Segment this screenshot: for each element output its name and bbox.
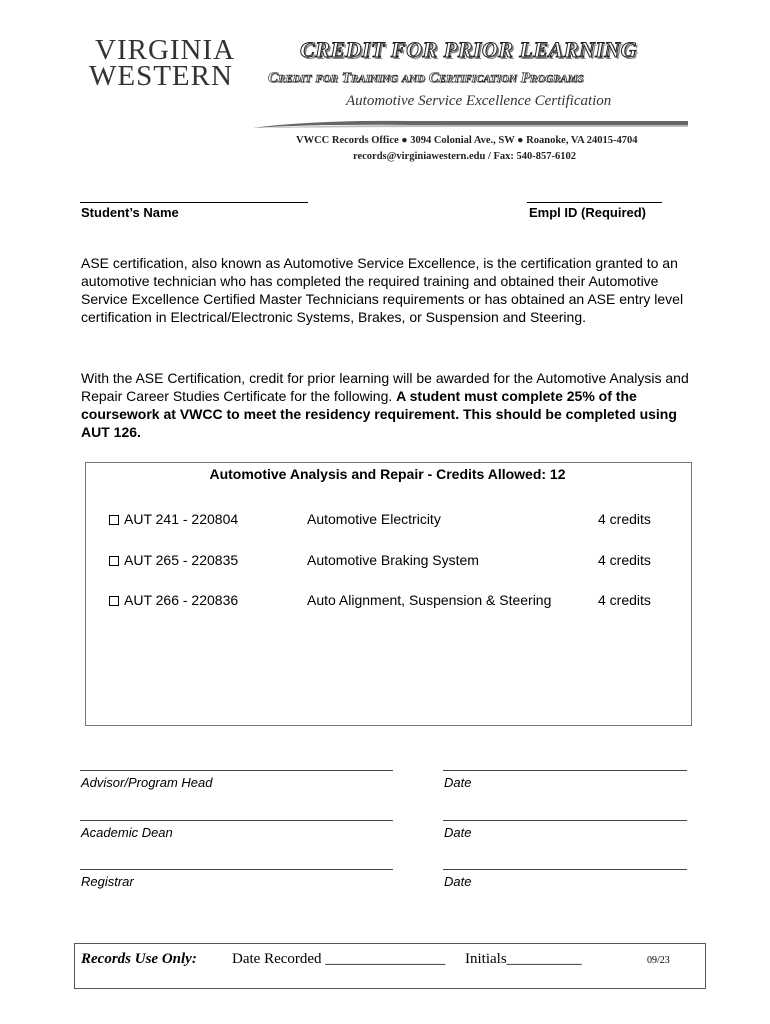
course-checkbox[interactable] — [109, 556, 119, 566]
course-checkbox[interactable] — [109, 596, 119, 606]
course-row[interactable] — [109, 511, 238, 527]
advisor-date-line[interactable] — [443, 770, 687, 771]
course-name: Automotive Braking System — [307, 552, 479, 568]
course-credits: 4 credits — [598, 511, 651, 527]
form-subtitle: Credit for Training and Certification Programs — [268, 70, 584, 86]
course-name: Auto Alignment, Suspension & Steering — [307, 592, 552, 608]
registrar-signature-line[interactable] — [80, 869, 393, 870]
course-name: Automotive Electricity — [307, 511, 441, 527]
records-contact: records@virginiawestern.edu / Fax: 540-857-6102 — [353, 151, 577, 162]
emplid-line[interactable] — [527, 202, 662, 203]
course-code: AUT 266 - 220836 — [124, 592, 239, 608]
date-recorded-field[interactable]: Date Recorded ________________ — [232, 951, 446, 967]
credits-box-title: Automotive Analysis and Repair - Credits Allowed: 12 — [209, 466, 566, 482]
records-use-label: Records Use Only: — [81, 951, 197, 967]
course-code: AUT 265 - 220835 — [124, 552, 239, 568]
advisor-signature-line[interactable] — [80, 770, 393, 771]
header-swoosh — [252, 118, 688, 132]
records-office-address: VWCC Records Office ● 3094 Colonial Ave., SW ● Roanoke, VA 24015-4704 — [296, 135, 638, 146]
residency-requirement: A student must complete 25% of the coursework at VWCC to meet the residency requirement. This should be completed using AUT 126. — [81, 388, 677, 440]
swoosh-highlight — [254, 125, 688, 128]
date-label: Date — [444, 874, 472, 889]
initials-field[interactable]: Initials__________ — [465, 951, 582, 967]
logo-western: WESTERN — [89, 60, 233, 92]
date-label: Date — [444, 775, 472, 790]
course-checkbox[interactable] — [109, 515, 119, 525]
dean-signature-line[interactable] — [80, 820, 393, 821]
emplid-label: Empl ID (Required) — [529, 205, 647, 220]
residency-text: With the ASE Certification, credit for prior learning will be awarded for the Automotive Analysis and Repair Career Studies Certificate for the following. — [81, 370, 689, 404]
residency-paragraph — [81, 369, 693, 441]
student-name-line[interactable] — [80, 202, 308, 203]
registrar-label: Registrar — [81, 874, 134, 889]
dean-label: Academic Dean — [81, 825, 173, 840]
advisor-label: Advisor/Program Head — [81, 775, 213, 790]
dean-date-line[interactable] — [443, 820, 687, 821]
registrar-date-line[interactable] — [443, 869, 687, 870]
course-credits: 4 credits — [598, 592, 651, 608]
form-revision-date: 09/23 — [647, 955, 670, 966]
form-title: CREDIT FOR PRIOR LEARNING — [300, 37, 638, 62]
ase-description: ASE certification, also known as Automotive Service Excellence, is the certification granted to an automotive technician who has completed the required training and obtained their Automotive Service Excellence Certified Master Technicians requirements or has obtained an ASE entry level certification in Electrical/Electronic Systems, Brakes, or Suspension and Steering. — [81, 255, 684, 325]
certification-subtitle: Automotive Service Excellence Certification — [346, 93, 612, 109]
course-code: AUT 241 - 220804 — [124, 511, 239, 527]
date-label: Date — [444, 825, 472, 840]
student-name-label: Student’s Name — [81, 205, 179, 220]
logo-virginia: VIRGINIA — [95, 34, 236, 66]
course-row[interactable] — [109, 552, 238, 568]
course-credits: 4 credits — [598, 552, 651, 568]
course-row[interactable] — [109, 592, 238, 608]
